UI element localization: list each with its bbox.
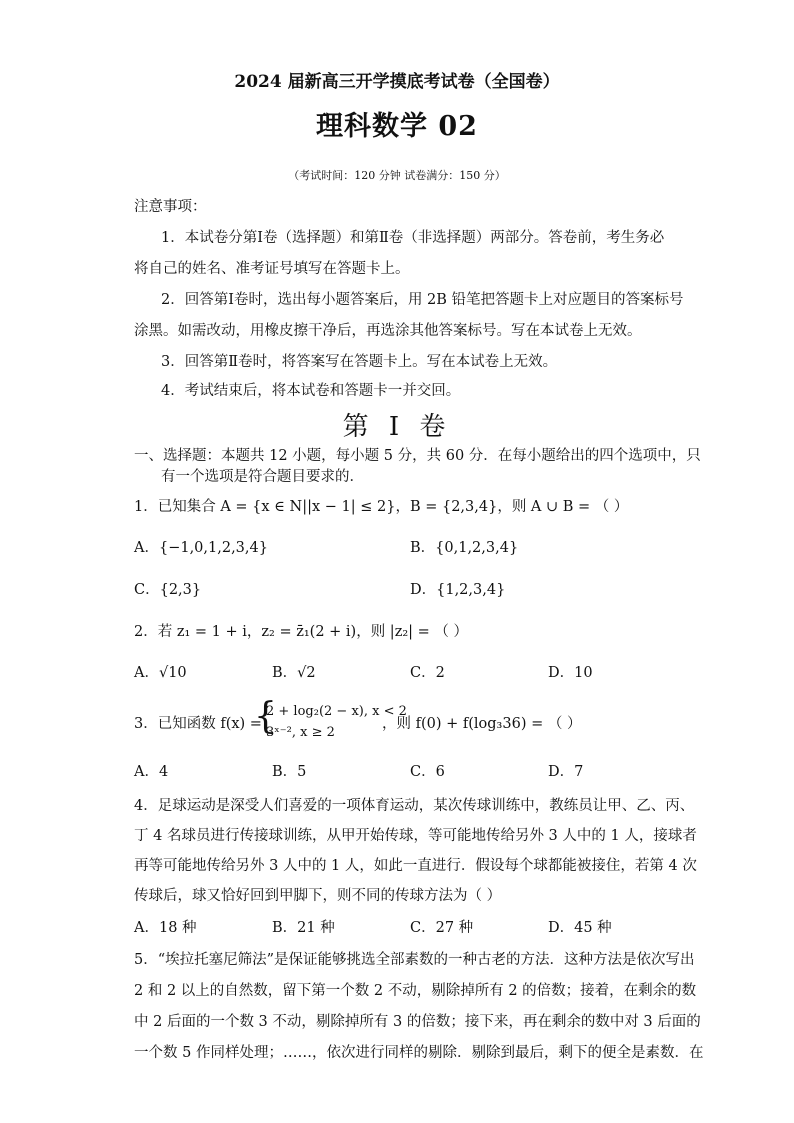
section-1-line-1: 一、选择题：本题共 12 小题，每小题 5 分，共 60 分．在每小题给出的四个选项中，只 [134, 448, 701, 464]
question-2-stem: 2．若 z₁ = 1 + i，z₂ = z̄₁(2 + i)，则 |z₂| = （ ） [134, 624, 469, 640]
question-3-suffix: ，则 f(0) + f(log₃36) = （ ） [382, 716, 582, 732]
question-3-option-c: C．6 [410, 764, 445, 780]
volume-title: 第 I 卷 [342, 412, 452, 442]
question-4-line-3: 再等可能地传给另外 3 人中的 1 人，如此一直进行．假设每个球都能被接住，若第 4 次 [134, 858, 697, 874]
question-1-option-b: B．{0,1,2,3,4} [410, 540, 519, 556]
question-1-stem: 1．已知集合 A = {x ∈ N||x − 1| ≤ 2}，B = {2,3,4}，则 A ∪ B = （ ） [134, 499, 629, 515]
question-3-prefix: 3．已知函数 f(x) = [134, 716, 262, 732]
notice-item-2-line-1: 2．回答第Ⅰ卷时，选出每小题答案后，用 2B 铅笔把答题卡上对应题目的答案标号 [161, 292, 684, 308]
question-4-option-b: B．21 种 [272, 920, 335, 936]
notice-item-1-line-2: 将自己的姓名、准考证号填写在答题卡上。 [134, 261, 410, 277]
question-1-option-d: D．{1,2,3,4} [410, 582, 506, 598]
question-4-line-4: 传球后，球又恰好回到甲脚下，则不同的传球方法为（ ） [134, 888, 502, 904]
question-3-piece-2: 3ˣ⁻², x ≥ 2 [266, 725, 335, 740]
question-5-line-1: 5．“埃拉托塞尼筛法”是保证能够挑选全部素数的一种古老的方法．这种方法是依次写出 [134, 952, 695, 968]
question-3-piece-1: 2 + log₂(2 − x), x < 2 [266, 704, 407, 719]
question-2-option-d: D．10 [548, 665, 593, 681]
question-3-option-d: D．7 [548, 764, 584, 780]
question-3-option-a: A．4 [134, 764, 169, 780]
notice-heading: 注意事项： [134, 199, 207, 215]
question-5-line-3: 中 2 后面的一个数 3 不动，剔除掉所有 3 的倍数；接下来，再在剩余的数中对 3 后面的 [134, 1014, 701, 1030]
question-5-line-2: 2 和 2 以上的自然数，留下第一个数 2 不动，剔除掉所有 2 的倍数；接着，在剩余的数 [134, 983, 697, 999]
section-1-line-2: 有一个选项是符合题目要求的． [161, 469, 364, 485]
notice-item-4: 4．考试结束后，将本试卷和答题卡一并交回。 [161, 383, 461, 399]
question-5-line-4: 一个数 5 作同样处理；……，依次进行同样的剔除．剔除到最后，剩下的便全是素数．在 [134, 1045, 704, 1061]
notice-item-3: 3．回答第Ⅱ卷时，将答案写在答题卡上。写在本试卷上无效。 [161, 354, 558, 370]
question-4-line-1: 4．足球运动是深受人们喜爱的一项体育运动，某次传球训练中，教练员让甲、乙、丙、 [134, 798, 695, 814]
question-3-option-b: B．5 [272, 764, 307, 780]
question-4-option-a: A．18 种 [134, 920, 197, 936]
question-4-option-d: D．45 种 [548, 920, 612, 936]
question-2-option-c: C．2 [410, 665, 445, 681]
notice-item-1-line-1: 1．本试卷分第Ⅰ卷（选择题）和第Ⅱ卷（非选择题）两部分。答卷前，考生务必 [161, 230, 665, 246]
question-2-option-a: A．√10 [134, 665, 187, 681]
question-4-line-2: 丁 4 名球员进行传接球训练，从甲开始传球，等可能地传给另外 3 人中的 1 人，接球者 [134, 828, 697, 844]
subject-title: 理科数学 02 [316, 111, 478, 142]
exam-meta: （考试时间：120 分钟 试卷满分：150 分） [288, 169, 506, 182]
question-1-option-c: C．{2,3} [134, 582, 202, 598]
exam-title: 2024 届新高三开学摸底考试卷（全国卷） [234, 72, 560, 92]
notice-item-2-line-2: 涂黑。如需改动，用橡皮擦干净后，再选涂其他答案标号。写在本试卷上无效。 [134, 323, 642, 339]
piecewise-brace: { [254, 696, 277, 737]
question-1-option-a: A．{−1,0,1,2,3,4} [134, 540, 268, 556]
question-2-option-b: B．√2 [272, 665, 316, 681]
question-4-option-c: C．27 种 [410, 920, 474, 936]
